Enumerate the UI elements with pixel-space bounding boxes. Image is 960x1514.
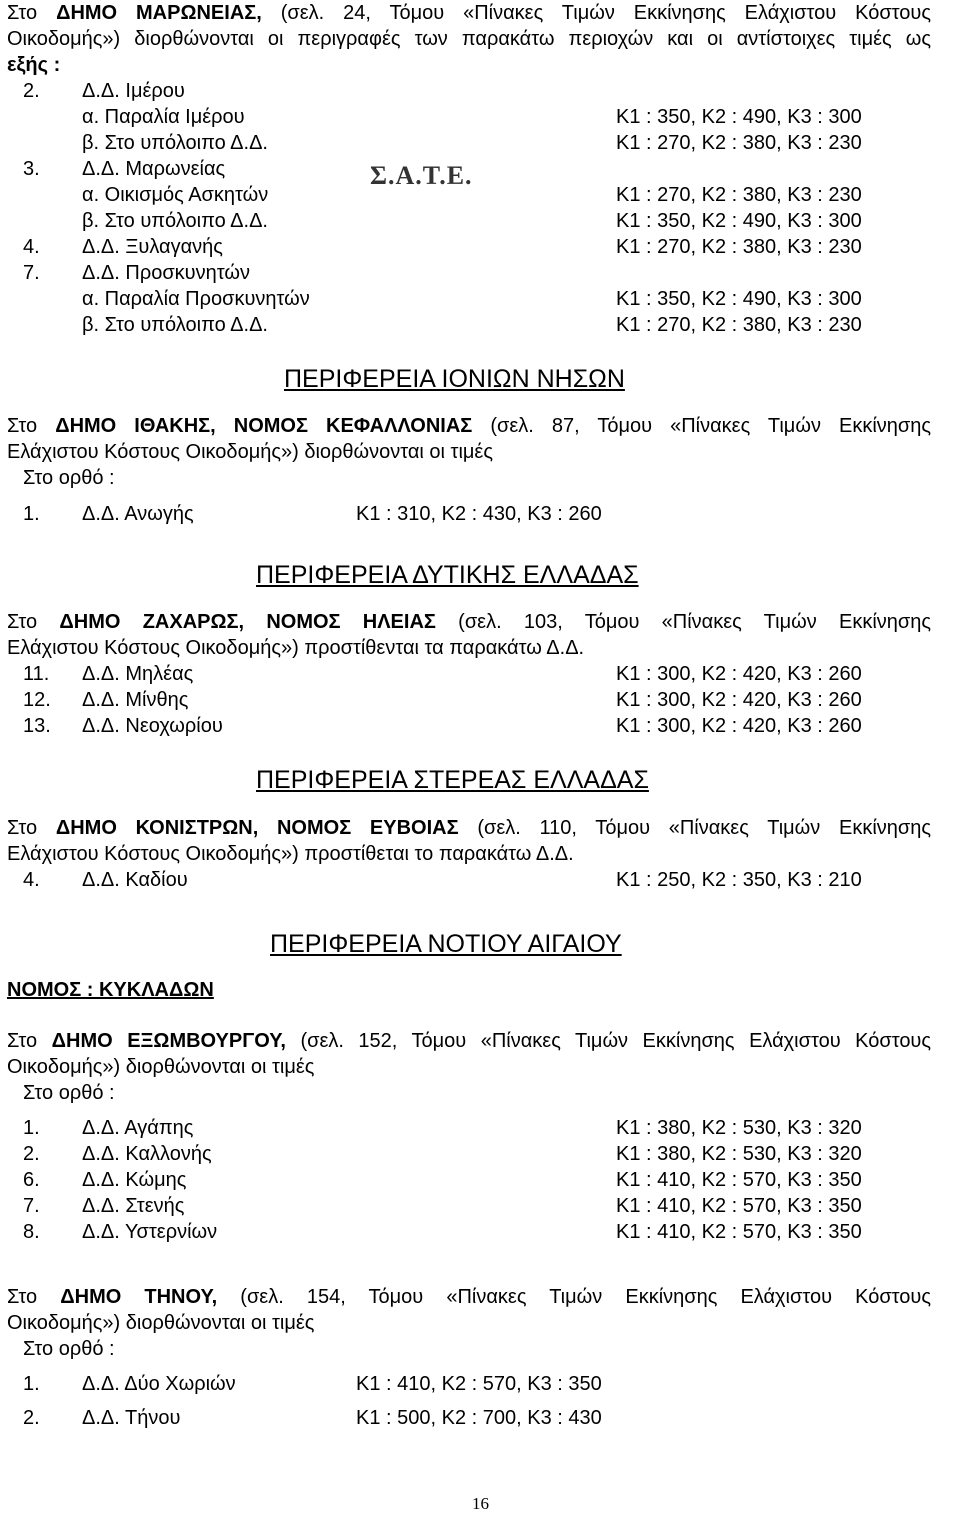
section-heading-ionian: ΠΕΡΙΦΕΡΕΙΑ ΙΟΝΙΩΝ ΝΗΣΩΝ <box>284 365 625 393</box>
list-item-number: 7. <box>23 262 40 284</box>
maroneia-intro-line-1: Στο ΔΗΜΟ ΜΑΡΩΝΕΙΑΣ, (σελ. 24, Τόμου «Πίνακες Τιμών Εκκίνησης Ελάχιστου Κόστους <box>7 2 932 24</box>
list-item-prices: Κ1 : 300, Κ2 : 420, Κ3 : 260 <box>616 689 862 711</box>
maroneia-intro-line-3: εξής : <box>7 54 61 76</box>
list-item-name: Δ.Δ. Καλλονής <box>82 1143 212 1165</box>
list-item-number: 12. <box>23 689 51 711</box>
central-paragraph-line-1: Στο ΔΗΜΟ ΚΟΝΙΣΤΡΩΝ, ΝΟΜΟΣ ΕΥΒΟΙΑΣ (σελ. 110, Τόμου «Πίνακες Τιμών Εκκίνησης <box>7 817 931 839</box>
list-item-number: 1. <box>23 1117 40 1139</box>
list-item-prices: Κ1 : 500, Κ2 : 700, Κ3 : 430 <box>356 1407 602 1429</box>
list-item-name: β. Στο υπόλοιπο Δ.Δ. <box>82 132 268 154</box>
list-item-number: 11. <box>23 663 50 685</box>
list-item-prices: Κ1 : 350, Κ2 : 490, Κ3 : 300 <box>616 210 862 232</box>
page-number: 16 <box>472 1494 489 1513</box>
west-paragraph-line-1: Στο ΔΗΜΟ ΖΑΧΑΡΩΣ, ΝΟΜΟΣ ΗΛΕΙΑΣ (σελ. 103, Τόμου «Πίνακες Τιμών Εκκίνησης <box>7 611 931 633</box>
list-item-number: 13. <box>23 715 51 737</box>
list-item-number: 8. <box>23 1221 40 1243</box>
list-item-prices: Κ1 : 250, Κ2 : 350, Κ3 : 210 <box>616 869 862 891</box>
list-item-name: Δ.Δ. Αγάπης <box>82 1117 194 1139</box>
list-item-name: Δ.Δ. Καδίου <box>82 869 188 891</box>
list-item-prices: Κ1 : 380, Κ2 : 530, Κ3 : 320 <box>616 1117 862 1139</box>
list-item-number: 2. <box>23 1143 40 1165</box>
correct-label: Στο ορθό : <box>23 467 115 489</box>
list-item-name: Δ.Δ. Ξυλαγανής <box>82 236 223 258</box>
list-item-prices: Κ1 : 350, Κ2 : 490, Κ3 : 300 <box>616 106 862 128</box>
list-item-prices: Κ1 : 270, Κ2 : 380, Κ3 : 230 <box>616 132 862 154</box>
list-item-prices: Κ1 : 270, Κ2 : 380, Κ3 : 230 <box>616 184 862 206</box>
tinos-paragraph-line-1: Στο ΔΗΜΟ ΤΗΝΟΥ, (σελ. 154, Τόμου «Πίνακες Τιμών Εκκίνησης Ελάχιστου Κόστους <box>7 1286 931 1308</box>
list-item-prices: Κ1 : 310, Κ2 : 430, Κ3 : 260 <box>356 503 602 525</box>
section-heading-western-greece: ΠΕΡΙΦΕΡΕΙΑ ΔΥΤΙΚΗΣ ΕΛΛΑΔΑΣ <box>256 561 639 589</box>
list-item-name: Δ.Δ. Κώμης <box>82 1169 187 1191</box>
municipality-name: ΔΗΜΟ ΤΗΝΟΥ, <box>60 1286 218 1308</box>
list-item-prices: Κ1 : 410, Κ2 : 570, Κ3 : 350 <box>356 1373 602 1395</box>
list-item-number: 7. <box>23 1195 40 1217</box>
list-item-name: Δ.Δ. Ιμέρου <box>82 80 185 102</box>
list-item-number: 2. <box>23 80 40 102</box>
municipality-name: ΔΗΜΟ ΖΑΧΑΡΩΣ, ΝΟΜΟΣ ΗΛΕΙΑΣ <box>59 611 436 633</box>
list-item-name: β. Στο υπόλοιπο Δ.Δ. <box>82 210 268 232</box>
list-item-name: Δ.Δ. Μηλέας <box>82 663 194 685</box>
list-item-prices: Κ1 : 380, Κ2 : 530, Κ3 : 320 <box>616 1143 862 1165</box>
central-paragraph-line-2: Ελάχιστου Κόστους Οικοδομής») προστίθεται το παρακάτω Δ.Δ. <box>7 843 574 865</box>
list-item-name: Δ.Δ. Τήνου <box>82 1407 181 1429</box>
list-item-prices: Κ1 : 270, Κ2 : 380, Κ3 : 230 <box>616 314 862 336</box>
ionian-paragraph-line-2: Ελάχιστου Κόστους Οικοδομής») διορθώνονται οι τιμές <box>7 441 493 463</box>
correct-label: Στο ορθό : <box>23 1338 115 1360</box>
list-item-name: Δ.Δ. Υστερνίων <box>82 1221 218 1243</box>
municipality-name: ΔΗΜΟ ΜΑΡΩΝΕΙΑΣ, <box>56 2 262 24</box>
correct-label: Στο ορθό : <box>23 1082 115 1104</box>
list-item-name: Δ.Δ. Στενής <box>82 1195 185 1217</box>
prefecture-heading: ΝΟΜΟΣ : ΚΥΚΛΑΔΩΝ <box>7 979 214 1001</box>
list-item-name: α. Παραλία Προσκυνητών <box>82 288 310 310</box>
list-item-prices: Κ1 : 410, Κ2 : 570, Κ3 : 350 <box>616 1169 862 1191</box>
municipality-name: ΔΗΜΟ ΚΟΝΙΣΤΡΩΝ, ΝΟΜΟΣ ΕΥΒΟΙΑΣ <box>55 817 459 839</box>
list-item-prices: Κ1 : 350, Κ2 : 490, Κ3 : 300 <box>616 288 862 310</box>
list-item-number: 1. <box>23 1373 40 1395</box>
list-item-name: Δ.Δ. Ανωγής <box>82 503 194 525</box>
municipality-name: ΔΗΜΟ ΙΘΑΚΗΣ, ΝΟΜΟΣ ΚΕΦΑΛΛΟΝΙΑΣ <box>55 415 473 437</box>
municipality-name: ΔΗΜΟ ΕΞΩΜΒΟΥΡΓΟΥ, <box>51 1030 286 1052</box>
list-item-name: Δ.Δ. Μίνθης <box>82 689 189 711</box>
list-item-name: α. Παραλία Ιμέρου <box>82 106 245 128</box>
west-paragraph-line-2: Ελάχιστου Κόστους Οικοδομής») προστίθενται τα παρακάτω Δ.Δ. <box>7 637 585 659</box>
list-item-name: β. Στο υπόλοιπο Δ.Δ. <box>82 314 268 336</box>
sate-stamp: Σ.Α.Τ.Ε. <box>370 161 473 190</box>
exomvourgo-paragraph-line-1: Στο ΔΗΜΟ ΕΞΩΜΒΟΥΡΓΟΥ, (σελ. 152, Τόμου «Πίνακες Τιμών Εκκίνησης Ελάχιστου Κόστους <box>7 1030 932 1052</box>
list-item-prices: Κ1 : 300, Κ2 : 420, Κ3 : 260 <box>616 715 862 737</box>
section-heading-central-greece: ΠΕΡΙΦΕΡΕΙΑ ΣΤΕΡΕΑΣ ΕΛΛΑΔΑΣ <box>256 766 649 794</box>
list-item-name: Δ.Δ. Νεοχωρίου <box>82 715 223 737</box>
section-heading-south-aegean: ΠΕΡΙΦΕΡΕΙΑ ΝΟΤΙΟΥ ΑΙΓΑΙΟΥ <box>270 930 622 958</box>
list-item-prices: Κ1 : 270, Κ2 : 380, Κ3 : 230 <box>616 236 862 258</box>
list-item-prices: Κ1 : 410, Κ2 : 570, Κ3 : 350 <box>616 1221 862 1243</box>
list-item-prices: Κ1 : 410, Κ2 : 570, Κ3 : 350 <box>616 1195 862 1217</box>
list-item-name: α. Οικισμός Ασκητών <box>82 184 269 206</box>
list-item-prices: Κ1 : 300, Κ2 : 420, Κ3 : 260 <box>616 663 862 685</box>
list-item-number: 4. <box>23 869 40 891</box>
tinos-paragraph-line-2: Οικοδομής») διορθώνονται οι τιμές <box>7 1312 315 1334</box>
list-item-number: 1. <box>23 503 40 525</box>
list-item-number: 4. <box>23 236 40 258</box>
exomvourgo-paragraph-line-2: Οικοδομής») διορθώνονται οι τιμές <box>7 1056 315 1078</box>
list-item-name: Δ.Δ. Προσκυνητών <box>82 262 250 284</box>
list-item-name: Δ.Δ. Μαρωνείας <box>82 158 226 180</box>
maroneia-intro-line-2: Οικοδομής») διορθώνονται οι περιγραφές των παρακάτω περιοχών και οι αντίστοιχες τιμές ως <box>7 28 931 50</box>
list-item-number: 6. <box>23 1169 40 1191</box>
list-item-name: Δ.Δ. Δύο Χωριών <box>82 1373 236 1395</box>
list-item-number: 2. <box>23 1407 40 1429</box>
ionian-paragraph-line-1: Στο ΔΗΜΟ ΙΘΑΚΗΣ, ΝΟΜΟΣ ΚΕΦΑΛΛΟΝΙΑΣ (σελ. 87, Τόμου «Πίνακες Τιμών Εκκίνησης <box>7 415 931 437</box>
list-item-number: 3. <box>23 158 40 180</box>
